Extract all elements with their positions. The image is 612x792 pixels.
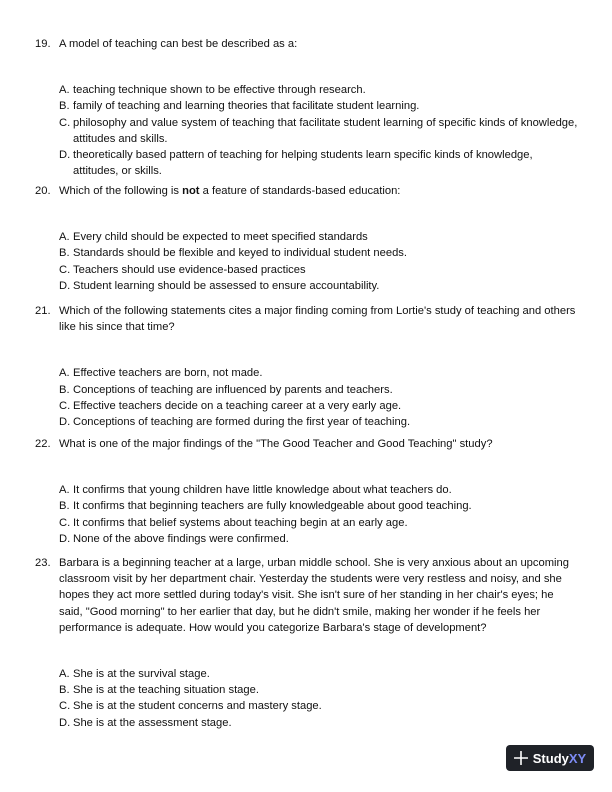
question-text: A model of teaching can best be described as a:: [59, 38, 298, 50]
option-letter: D.: [59, 532, 71, 545]
option-text: It confirms that young children have little knowledge about what teachers do.: [73, 484, 452, 497]
question-text: What is one of the major findings of the "The Good Teacher and Good Teaching" study?: [59, 438, 493, 450]
option-c: [59, 698, 580, 714]
options-list: [35, 365, 580, 430]
plus-icon: [514, 751, 528, 765]
option-text: Effective teachers decide on a teaching career at a very early age.: [73, 399, 402, 412]
option-d: [59, 715, 580, 731]
option-c: [59, 515, 580, 531]
options-list: [35, 482, 580, 547]
question-23: [35, 555, 580, 731]
option-text: Standards should be flexible and keyed to individual student needs.: [73, 247, 407, 260]
option-letter: A.: [59, 668, 70, 681]
question-22: [35, 436, 580, 547]
option-text: Conceptions of teaching are influenced by parents and teachers.: [73, 383, 393, 396]
option-letter: B.: [59, 247, 70, 260]
option-b: [59, 498, 580, 514]
question-number: 20.: [35, 185, 51, 197]
option-text: She is at the assessment stage.: [73, 716, 232, 729]
logo-text: [533, 751, 586, 766]
option-a: [59, 482, 580, 498]
question-number: 22.: [35, 438, 51, 450]
option-a: [59, 229, 580, 245]
option-letter: D.: [59, 279, 71, 292]
options-list: [35, 666, 580, 731]
option-text: Effective teachers are born, not made.: [73, 367, 263, 380]
option-letter: A.: [59, 84, 70, 97]
question-21: [35, 303, 580, 430]
option-a: [59, 82, 580, 98]
option-text: It confirms that belief systems about teaching begin at an early age.: [73, 516, 408, 529]
options-list: [35, 82, 580, 179]
logo-text-accent: XY: [568, 750, 587, 766]
option-a: [59, 666, 580, 682]
option-letter: D.: [59, 716, 71, 729]
options-list: [35, 229, 580, 294]
question-number: 21.: [35, 305, 51, 317]
option-letter: C.: [59, 399, 71, 412]
question-number: 19.: [35, 38, 51, 50]
question-text-part: Which of the following is: [59, 185, 183, 197]
option-letter: C.: [59, 116, 71, 129]
option-letter: B.: [59, 500, 70, 513]
option-letter: B.: [59, 684, 70, 697]
option-d: [59, 414, 580, 430]
question-emphasis: not: [182, 185, 200, 197]
option-text: family of teaching and learning theories that facilitate student learning.: [73, 100, 420, 113]
question-text: [59, 183, 580, 199]
option-b: [59, 245, 580, 261]
option-letter: C.: [59, 516, 71, 529]
option-letter: A.: [59, 484, 70, 497]
option-text: Every child should be expected to meet specified standards: [73, 231, 368, 244]
option-text: None of the above findings were confirmed.: [73, 532, 289, 545]
option-text: She is at the survival stage.: [73, 668, 210, 681]
option-letter: D.: [59, 149, 71, 162]
question-text-part: a feature of standards-based education:: [199, 185, 401, 197]
option-b: [59, 98, 580, 114]
question-text: Barbara is a beginning teacher at a large, urban middle school. She is very anxious about an upcoming classroom visit by her department chair. Yesterday the students were very restless and noisy, and she hopes they act more settled during today's visit. She isn't sure of her standing in her chair's eyes; he said, "Good morning" to her earlier that day, but he didn't smile, making her wonder if he feels her performance is adequate. How would you categorize Barbara's stage of development?: [59, 557, 569, 634]
option-c: [59, 398, 580, 414]
option-text: She is at the student concerns and mastery stage.: [73, 700, 322, 713]
option-c: [59, 115, 580, 147]
option-letter: A.: [59, 367, 70, 380]
question-19: [35, 36, 580, 179]
option-letter: D.: [59, 416, 71, 429]
option-c: [59, 262, 580, 278]
option-text: It confirms that beginning teachers are fully knowledgeable about good teaching.: [73, 500, 472, 513]
option-a: [59, 365, 580, 381]
option-d: [59, 147, 580, 179]
question-text: Which of the following statements cites a major finding coming from Lortie's study of teaching and others like his since that time?: [59, 305, 576, 334]
option-text: teaching technique shown to be effective through research.: [73, 84, 366, 97]
option-d: [59, 531, 580, 547]
option-letter: B.: [59, 100, 70, 113]
option-text: She is at the teaching situation stage.: [73, 684, 259, 697]
question-number: 23.: [35, 557, 51, 569]
option-letter: C.: [59, 700, 71, 713]
option-text: theoretically based pattern of teaching for helping students learn specific kinds of knowledge, attitudes, or skills.: [73, 149, 533, 178]
question-20: [35, 183, 580, 294]
option-letter: B.: [59, 383, 70, 396]
option-text: Teachers should use evidence-based practices: [73, 263, 306, 276]
option-d: [59, 278, 580, 294]
option-letter: C.: [59, 263, 71, 276]
studyxy-logo-badge[interactable]: [506, 745, 594, 771]
logo-text-main: Study: [532, 750, 569, 766]
option-b: [59, 682, 580, 698]
option-text: Student learning should be assessed to ensure accountability.: [73, 279, 380, 292]
option-text: philosophy and value system of teaching that facilitate student learning of specific kinds of knowledge, attitudes and skills.: [73, 116, 578, 145]
option-letter: A.: [59, 231, 70, 244]
option-text: Conceptions of teaching are formed during the first year of teaching.: [73, 416, 411, 429]
option-b: [59, 382, 580, 398]
